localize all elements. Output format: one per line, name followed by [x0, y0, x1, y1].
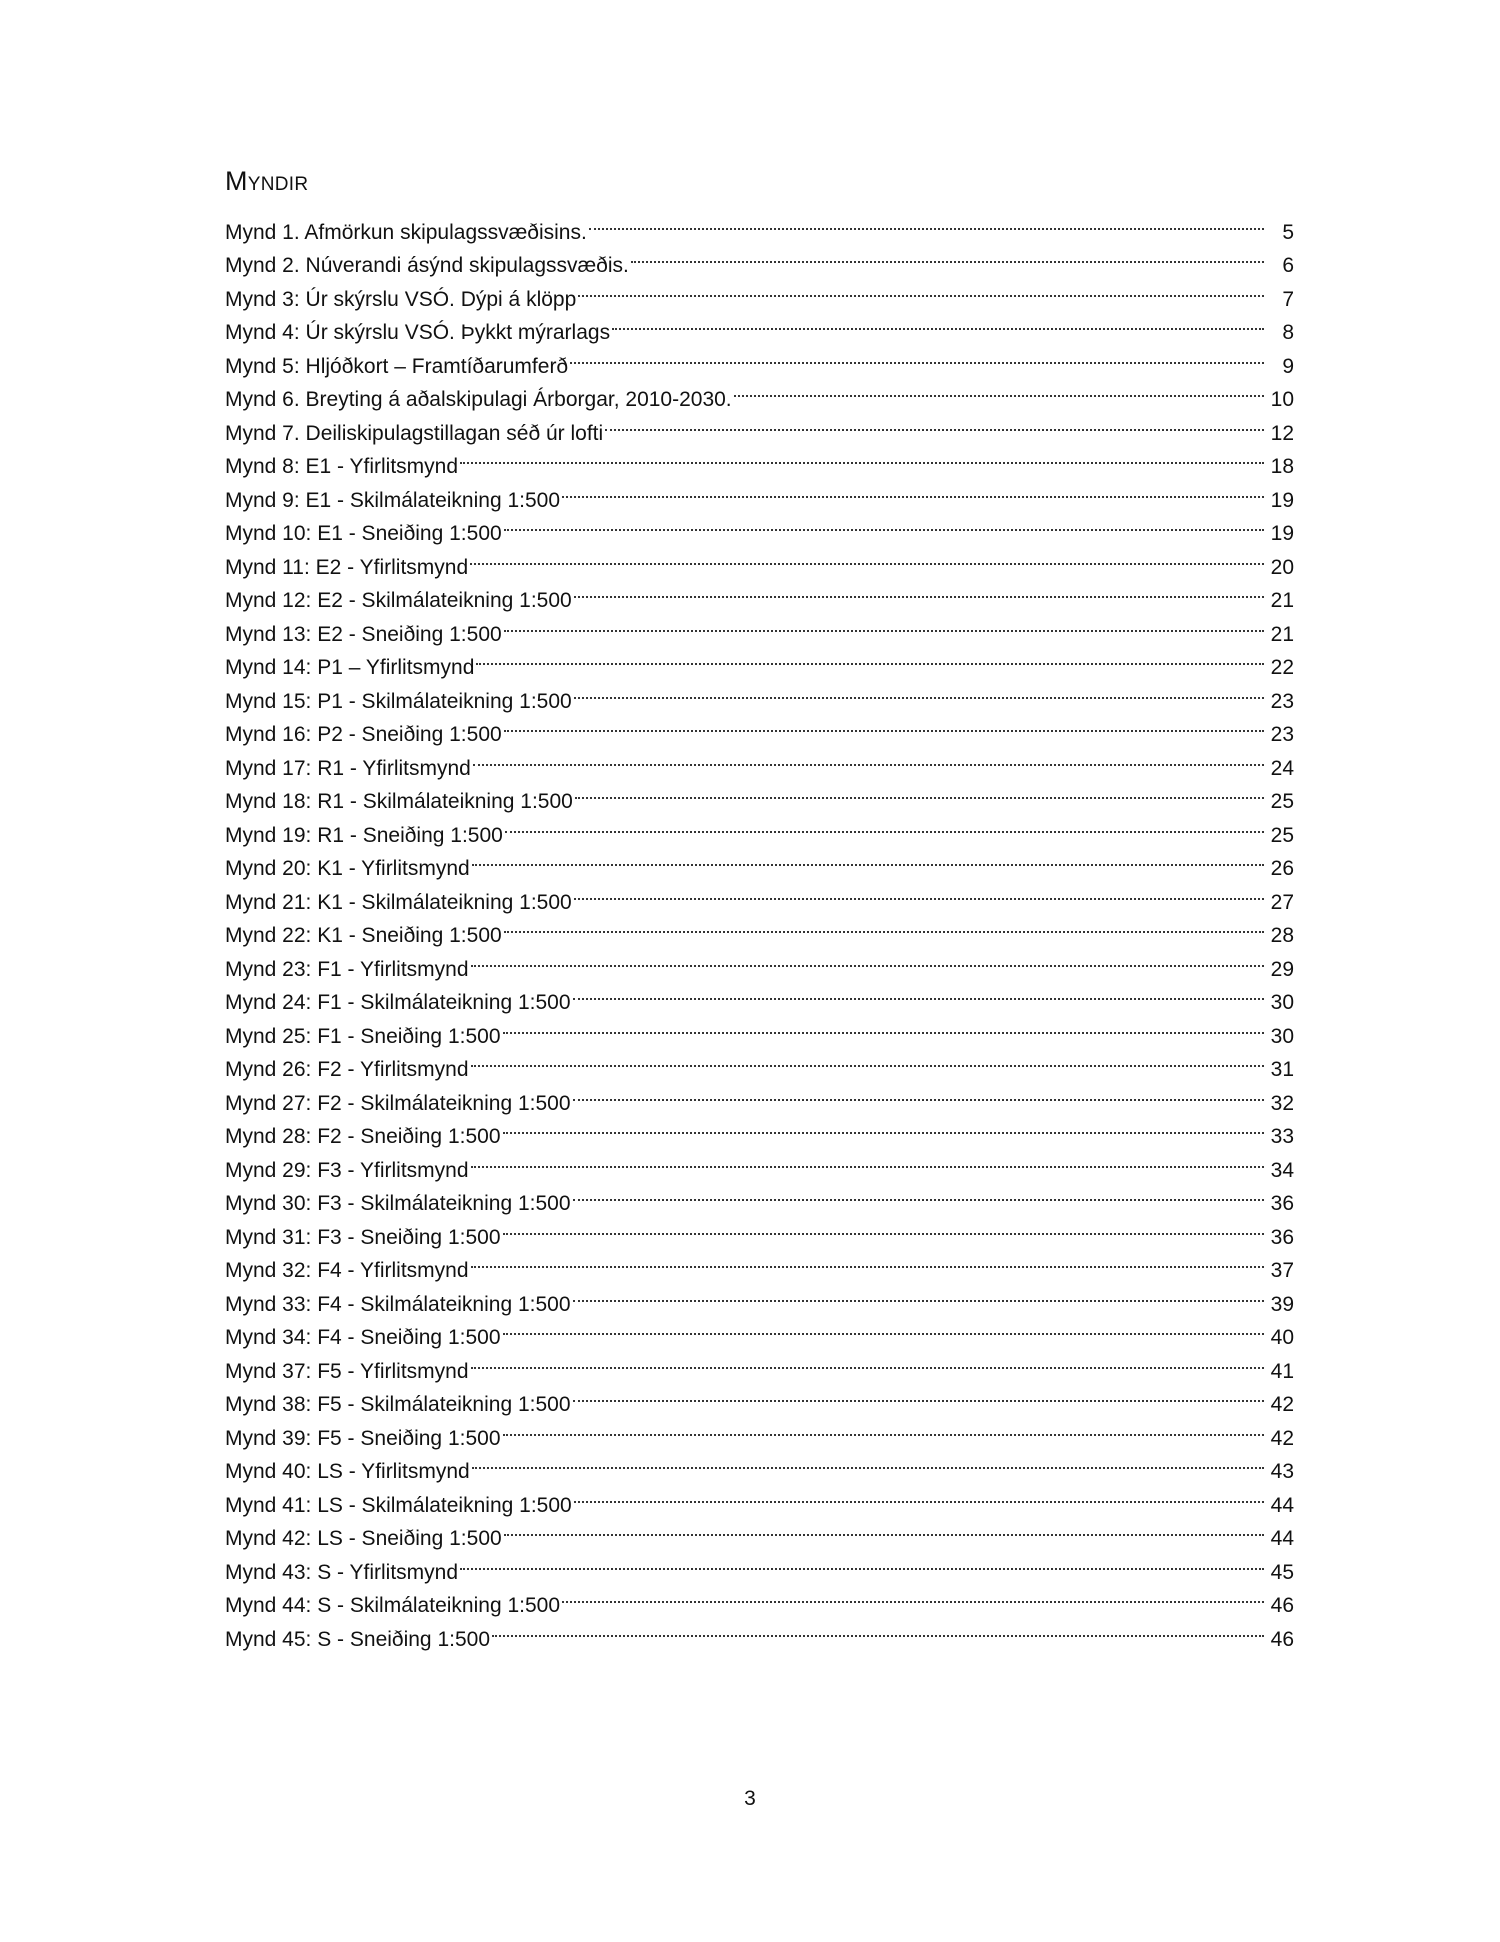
- toc-entry-label: Mynd 27: F2 - Skilmálateikning 1:500: [225, 1091, 571, 1115]
- dot-leader: [473, 741, 1264, 775]
- dot-leader: [471, 1043, 1264, 1077]
- toc-entry-label: Mynd 1. Afmörkun skipulagssvæðisins.: [225, 220, 587, 244]
- toc-entry-label: Mynd 2. Núverandi ásýnd skipulagssvæðis.: [225, 254, 629, 277]
- toc-entry-page-number: 26: [1270, 857, 1294, 880]
- toc-entry-label: Mynd 17: R1 - Yfirlitsmynd: [225, 756, 471, 780]
- dot-leader: [573, 1378, 1264, 1412]
- toc-entry-page-number: 37: [1270, 1259, 1294, 1282]
- toc-entry-label: Mynd 31: F3 - Sneiðing 1:500: [225, 1225, 501, 1249]
- toc-entry-page-number: 21: [1270, 622, 1294, 646]
- toc-entry-label: Mynd 32: F4 - Yfirlitsmynd: [225, 1259, 469, 1282]
- toc-entry-page-number: 25: [1270, 790, 1294, 813]
- toc-entry-page-number: 36: [1270, 1225, 1294, 1249]
- toc-entry-page-number: 27: [1270, 890, 1294, 914]
- toc-entry-page-number: 9: [1282, 354, 1294, 378]
- dot-leader: [734, 373, 1264, 407]
- dot-leader: [504, 1512, 1264, 1546]
- dot-leader: [562, 473, 1264, 507]
- toc-entry-label: Mynd 39: F5 - Sneiðing 1:500: [225, 1426, 501, 1450]
- dot-leader: [471, 1244, 1264, 1278]
- toc-entry-page-number: 41: [1270, 1359, 1294, 1383]
- toc-entry-page-number: 21: [1270, 589, 1294, 612]
- dot-leader: [574, 875, 1264, 909]
- toc-entry-label: Mynd 42: LS - Sneiðing 1:500: [225, 1527, 502, 1550]
- toc-entry-label: Mynd 26: F2 - Yfirlitsmynd: [225, 1058, 469, 1081]
- dot-leader: [562, 1579, 1264, 1613]
- toc-entry-label: Mynd 12: E2 - Skilmálateikning 1:500: [225, 589, 572, 612]
- toc-entry-page-number: 6: [1282, 254, 1294, 277]
- dot-leader: [503, 1110, 1264, 1144]
- dot-leader: [573, 976, 1264, 1010]
- toc-entry-label: Mynd 44: S - Skilmálateikning 1:500: [225, 1594, 561, 1617]
- toc-entry-label: Mynd 23: F1 - Yfirlitsmynd: [225, 957, 469, 981]
- dot-leader: [472, 842, 1264, 876]
- toc-entry-label: Mynd 20: K1 - Yfirlitsmynd: [225, 857, 470, 880]
- toc-entry-page-number: 8: [1282, 321, 1294, 344]
- toc-entry-label: Mynd 9: E1 - Skilmálateikning 1:500: [225, 488, 561, 512]
- dot-leader: [504, 909, 1264, 943]
- dot-leader: [573, 1177, 1264, 1211]
- dot-leader: [472, 1445, 1264, 1479]
- toc-entry-page-number: 19: [1270, 522, 1294, 545]
- dot-leader: [471, 942, 1264, 976]
- dot-leader: [589, 205, 1264, 239]
- toc-entry-label: Mynd 7. Deiliskipulagstillagan séð úr lofti: [225, 421, 604, 445]
- dot-leader: [570, 339, 1264, 373]
- toc-entry-page-number: 19: [1270, 488, 1294, 512]
- toc-entry-label: Mynd 11: E2 - Yfirlitsmynd: [225, 555, 469, 579]
- toc-entry-label: Mynd 33: F4 - Skilmálateikning 1:500: [225, 1292, 571, 1316]
- toc-entry-page-number: 39: [1270, 1292, 1294, 1316]
- page-number: 3: [744, 1787, 756, 1810]
- toc-entry-label: Mynd 40: LS - Yfirlitsmynd: [225, 1460, 470, 1483]
- toc-entry-label: Mynd 15: P1 - Skilmálateikning 1:500: [225, 689, 572, 713]
- toc-entry-page-number: 12: [1270, 421, 1294, 445]
- toc-entry[interactable]: [225, 205, 1294, 244]
- toc-entry-label: Mynd 3: Úr skýrslu VSÓ. Dýpi á klöpp: [225, 287, 577, 311]
- dot-leader: [573, 1277, 1264, 1311]
- dot-leader: [605, 406, 1264, 440]
- toc-entry-label: Mynd 25: F1 - Sneiðing 1:500: [225, 1024, 501, 1048]
- toc-entry-page-number: 34: [1270, 1158, 1294, 1182]
- toc-entry-page-number: 10: [1270, 388, 1294, 411]
- dot-leader: [574, 674, 1264, 708]
- toc-entry-page-number: 40: [1270, 1326, 1294, 1349]
- toc-entry-page-number: 23: [1270, 723, 1294, 746]
- toc-entry-label: Mynd 29: F3 - Yfirlitsmynd: [225, 1158, 469, 1182]
- toc-entry-page-number: 32: [1270, 1091, 1294, 1115]
- dot-leader: [476, 641, 1264, 675]
- toc-entry-page-number: 44: [1270, 1527, 1294, 1550]
- dot-leader: [578, 272, 1264, 306]
- toc-entry-label: Mynd 21: K1 - Skilmálateikning 1:500: [225, 890, 572, 914]
- toc-entry-page-number: 24: [1270, 756, 1294, 780]
- toc-entry-page-number: 25: [1270, 823, 1294, 847]
- toc-entry-page-number: 5: [1282, 220, 1294, 244]
- dot-leader: [471, 1344, 1264, 1378]
- toc-entry-label: Mynd 5: Hljóðkort – Framtíðarumferð: [225, 354, 569, 378]
- dot-leader: [631, 239, 1264, 273]
- toc-entry-page-number: 23: [1270, 689, 1294, 713]
- dot-leader: [503, 1009, 1264, 1043]
- toc-entry-label: Mynd 43: S - Yfirlitsmynd: [225, 1560, 459, 1584]
- toc-entry-page-number: 31: [1270, 1058, 1294, 1081]
- toc-entry-label: Mynd 19: R1 - Sneiðing 1:500: [225, 823, 503, 847]
- toc-entry-label: Mynd 28: F2 - Sneiðing 1:500: [225, 1125, 501, 1148]
- toc-entry-label: Mynd 18: R1 - Skilmálateikning 1:500: [225, 790, 573, 813]
- toc-entry-page-number: 36: [1270, 1192, 1294, 1215]
- dot-leader: [471, 1143, 1264, 1177]
- toc-entry-label: Mynd 37: F5 - Yfirlitsmynd: [225, 1359, 469, 1383]
- toc-entry-page-number: 30: [1270, 991, 1294, 1014]
- toc-entry-page-number: 43: [1270, 1460, 1294, 1483]
- toc-entry-label: Mynd 14: P1 – Yfirlitsmynd: [225, 656, 475, 679]
- toc-entry-label: Mynd 16: P2 - Sneiðing 1:500: [225, 723, 502, 746]
- dot-leader: [574, 1478, 1264, 1512]
- toc-entry-label: Mynd 34: F4 - Sneiðing 1:500: [225, 1326, 501, 1349]
- dot-leader: [504, 607, 1264, 641]
- toc-entry-label: Mynd 10: E1 - Sneiðing 1:500: [225, 522, 502, 545]
- toc-entry-label: Mynd 22: K1 - Sneiðing 1:500: [225, 924, 502, 947]
- toc-entry-page-number: 29: [1270, 957, 1294, 981]
- dot-leader: [573, 1076, 1264, 1110]
- dot-leader: [503, 1210, 1264, 1244]
- toc-entry-page-number: 18: [1270, 455, 1294, 478]
- list-of-figures-heading: Myndir: [225, 166, 309, 196]
- toc-entry-label: Mynd 13: E2 - Sneiðing 1:500: [225, 622, 502, 646]
- toc-entry-page-number: 22: [1270, 656, 1294, 679]
- toc-entry-label: Mynd 41: LS - Skilmálateikning 1:500: [225, 1493, 572, 1517]
- dot-leader: [504, 708, 1264, 742]
- toc-entry-label: Mynd 4: Úr skýrslu VSÓ. Þykkt mýrarlags: [225, 321, 611, 344]
- dot-leader: [492, 1612, 1264, 1646]
- dot-leader: [575, 775, 1264, 809]
- dot-leader: [504, 507, 1264, 541]
- toc-entry-page-number: 20: [1270, 555, 1294, 579]
- dot-leader: [460, 440, 1264, 474]
- toc-entry-page-number: 42: [1270, 1393, 1294, 1416]
- toc-entry-page-number: 44: [1270, 1493, 1294, 1517]
- toc-entry-page-number: 45: [1270, 1560, 1294, 1584]
- dot-leader: [505, 808, 1264, 842]
- toc-entry-page-number: 46: [1270, 1627, 1294, 1651]
- toc-entry-label: Mynd 45: S - Sneiðing 1:500: [225, 1627, 491, 1651]
- toc-entry-label: Mynd 6. Breyting á aðalskipulagi Árborgar, 2010-2030.: [225, 388, 732, 411]
- dot-leader: [460, 1545, 1264, 1579]
- toc-entry-page-number: 7: [1282, 287, 1294, 311]
- toc-entry-page-number: 33: [1270, 1125, 1294, 1148]
- toc-entry-label: Mynd 30: F3 - Skilmálateikning 1:500: [225, 1192, 571, 1215]
- toc-entry-label: Mynd 38: F5 - Skilmálateikning 1:500: [225, 1393, 571, 1416]
- toc-entry-page-number: 28: [1270, 924, 1294, 947]
- dot-leader: [574, 574, 1264, 608]
- toc-entry-label: Mynd 8: E1 - Yfirlitsmynd: [225, 455, 459, 478]
- toc-entry-page-number: 30: [1270, 1024, 1294, 1048]
- toc-entry-page-number: 46: [1270, 1594, 1294, 1617]
- toc-entry-label: Mynd 24: F1 - Skilmálateikning 1:500: [225, 991, 571, 1014]
- dot-leader: [503, 1311, 1264, 1345]
- dot-leader: [612, 306, 1264, 340]
- dot-leader: [470, 540, 1264, 574]
- list-of-figures: [225, 205, 1294, 1651]
- toc-entry-page-number: 42: [1270, 1426, 1294, 1450]
- dot-leader: [503, 1411, 1264, 1445]
